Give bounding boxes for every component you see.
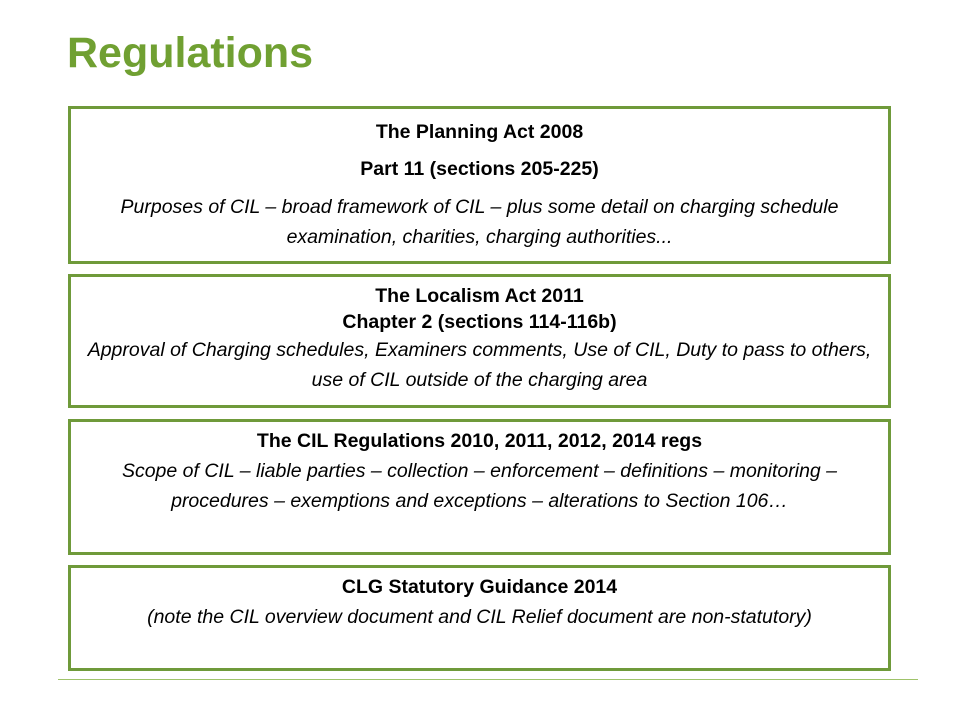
statutory-guidance-note: (note the CIL overview document and CIL Relief document are non-statutory) [147, 606, 812, 628]
planning-act-heading: The Planning Act 2008 [375, 121, 584, 143]
localism-act-box [68, 274, 891, 408]
footer-divider [58, 679, 918, 680]
statutory-guidance-heading: CLG Statutory Guidance 2014 [341, 576, 618, 598]
page-title: Regulations [67, 29, 314, 77]
localism-act-subheading: Chapter 2 (sections 114-116b) [342, 311, 617, 333]
statutory-guidance-box [68, 565, 891, 671]
localism-act-heading: The Localism Act 2011 [375, 285, 584, 307]
planning-act-description: Purposes of CIL – broad framework of CIL – plus some detail on charging schedule examination, charities, charging authorities... [120, 196, 839, 248]
cil-regulations-description: Scope of CIL – liable parties – collection – enforcement – definitions – monitoring – procedures – exemptions and exceptions – alterations to Section 106… [121, 460, 838, 512]
planning-act-box [68, 106, 891, 264]
cil-regulations-box [68, 419, 891, 555]
planning-act-subheading: Part 11 (sections 205-225) [360, 158, 599, 180]
cil-regulations-heading: The CIL Regulations 2010, 2011, 2012, 2014 regs [256, 430, 703, 452]
localism-act-description: Approval of Charging schedules, Examiners comments, Use of CIL, Duty to pass to others, use of CIL outside of the charging area [87, 339, 872, 391]
